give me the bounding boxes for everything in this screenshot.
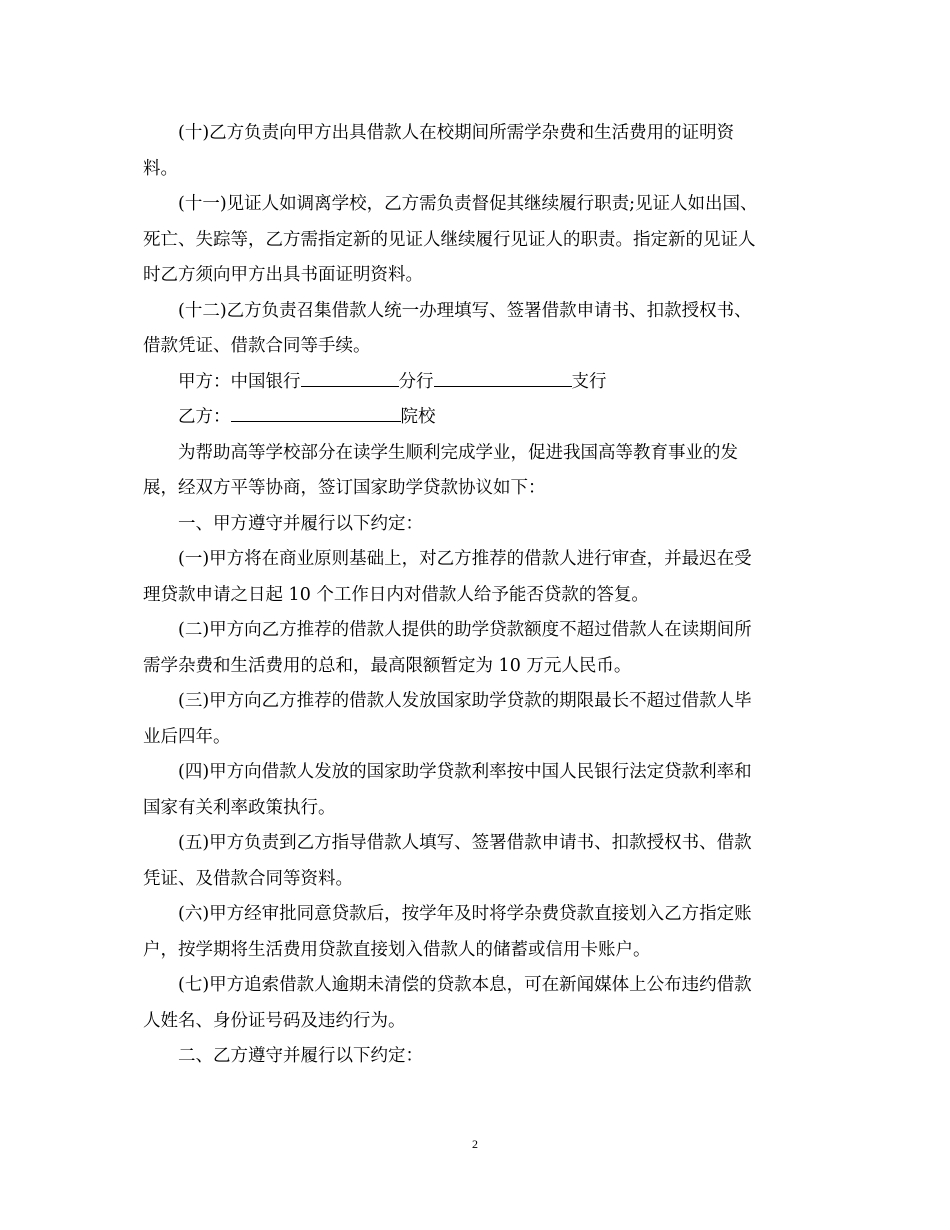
text-line: (六)甲方经审批同意贷款后，按学年及时将学杂费贷款直接划入乙方指定账 — [178, 904, 752, 924]
text-line: 户，按学期将生活费用贷款直接划入借款人的储蓄或信用卡账户。 — [143, 939, 651, 960]
text-line: 业后四年。 — [143, 726, 231, 747]
text-line: 一、甲方遵守并履行以下约定： — [178, 513, 423, 534]
party-b-line — [143, 400, 811, 436]
branch-label: 分行 — [398, 371, 434, 392]
clause-a-2 — [143, 613, 811, 684]
text-line: (三)甲方向乙方推荐的借款人发放国家助学贷款的期限最长不超过借款人毕 — [178, 691, 752, 711]
clause-a-5 — [143, 826, 811, 897]
party-a — [143, 365, 811, 401]
text-line: 展，经双方平等协商，签订国家助学贷款协议如下： — [143, 478, 546, 498]
text-line: 为帮助高等学校部分在读学生顺利完成学业，促进我国高等教育事业的发 — [178, 442, 738, 463]
text-line: 料。 — [143, 158, 178, 179]
text-line: 时乙方须向甲方出具书面证明资料。 — [143, 265, 423, 285]
blank-school-field[interactable] — [231, 401, 401, 422]
text-line: (十)乙方负责向甲方出具借款人在校期间所需学杂费和生活费用的证明资 — [178, 123, 735, 143]
text-line: 二、乙方遵守并履行以下约定： — [178, 1046, 423, 1066]
party-b — [143, 400, 811, 436]
clause-a-7 — [143, 968, 811, 1039]
clause-a-4 — [143, 755, 811, 826]
text-line: (十二)乙方负责召集借款人统一办理填写、签署借款申请书、扣款授权书、 — [178, 300, 752, 321]
page-number: 2 — [472, 1137, 478, 1151]
text-line: 需学杂费和生活费用的总和，最高限额暂定为 10 万元人民币。 — [143, 655, 632, 676]
text-line: (七)甲方追索借款人逾期未清偿的贷款本息，可在新闻媒体上公布违约借款 — [178, 975, 752, 995]
blank-sub-branch-field[interactable] — [434, 366, 572, 387]
text-line: 死亡、失踪等，乙方需指定新的见证人继续履行见证人的职责。指定新的见证人 — [143, 229, 756, 250]
clause-a-6 — [143, 897, 811, 968]
text-line: (五)甲方负责到乙方指导借款人填写、签署借款申请书、扣款授权书、借款 — [178, 833, 752, 853]
party-a-label: 甲方：中国银行 — [178, 371, 301, 392]
party-b-label: 乙方： — [178, 407, 231, 427]
clause-11 — [143, 187, 811, 294]
text-line: 凭证、及借款合同等资料。 — [143, 868, 353, 889]
clause-a-3 — [143, 684, 811, 755]
blank-branch-field[interactable] — [301, 366, 399, 387]
clause-a-1 — [143, 542, 811, 613]
section-2-heading — [143, 1039, 811, 1075]
school-label: 院校 — [400, 407, 436, 427]
clause-10 — [143, 116, 811, 187]
clause-12 — [143, 294, 811, 365]
text-line: (十一)见证人如调离学校，乙方需负责督促其继续履行职责;见证人如出国、 — [178, 194, 758, 214]
document-body — [143, 116, 811, 1075]
text-line: 理贷款申请之日起 10 个工作日内对借款人给予能否贷款的答复。 — [143, 584, 649, 605]
text-line: (四)甲方向借款人发放的国家助学贷款利率按中国人民银行法定贷款利率和 — [178, 762, 752, 782]
party-a-line — [143, 365, 811, 401]
text-line: (一)甲方将在商业原则基础上，对乙方推荐的借款人进行审查，并最迟在受 — [178, 549, 752, 569]
sub-branch-label: 支行 — [571, 371, 607, 392]
text-line: 人姓名、身份证号码及违约行为。 — [143, 1010, 406, 1031]
text-line: 国家有关利率政策执行。 — [143, 797, 336, 818]
section-1-heading — [143, 507, 811, 543]
text-line: 借款凭证、借款合同等手续。 — [143, 336, 371, 356]
text-line: (二)甲方向乙方推荐的借款人提供的助学贷款额度不超过借款人在读期间所 — [178, 620, 752, 640]
preamble — [143, 436, 811, 507]
